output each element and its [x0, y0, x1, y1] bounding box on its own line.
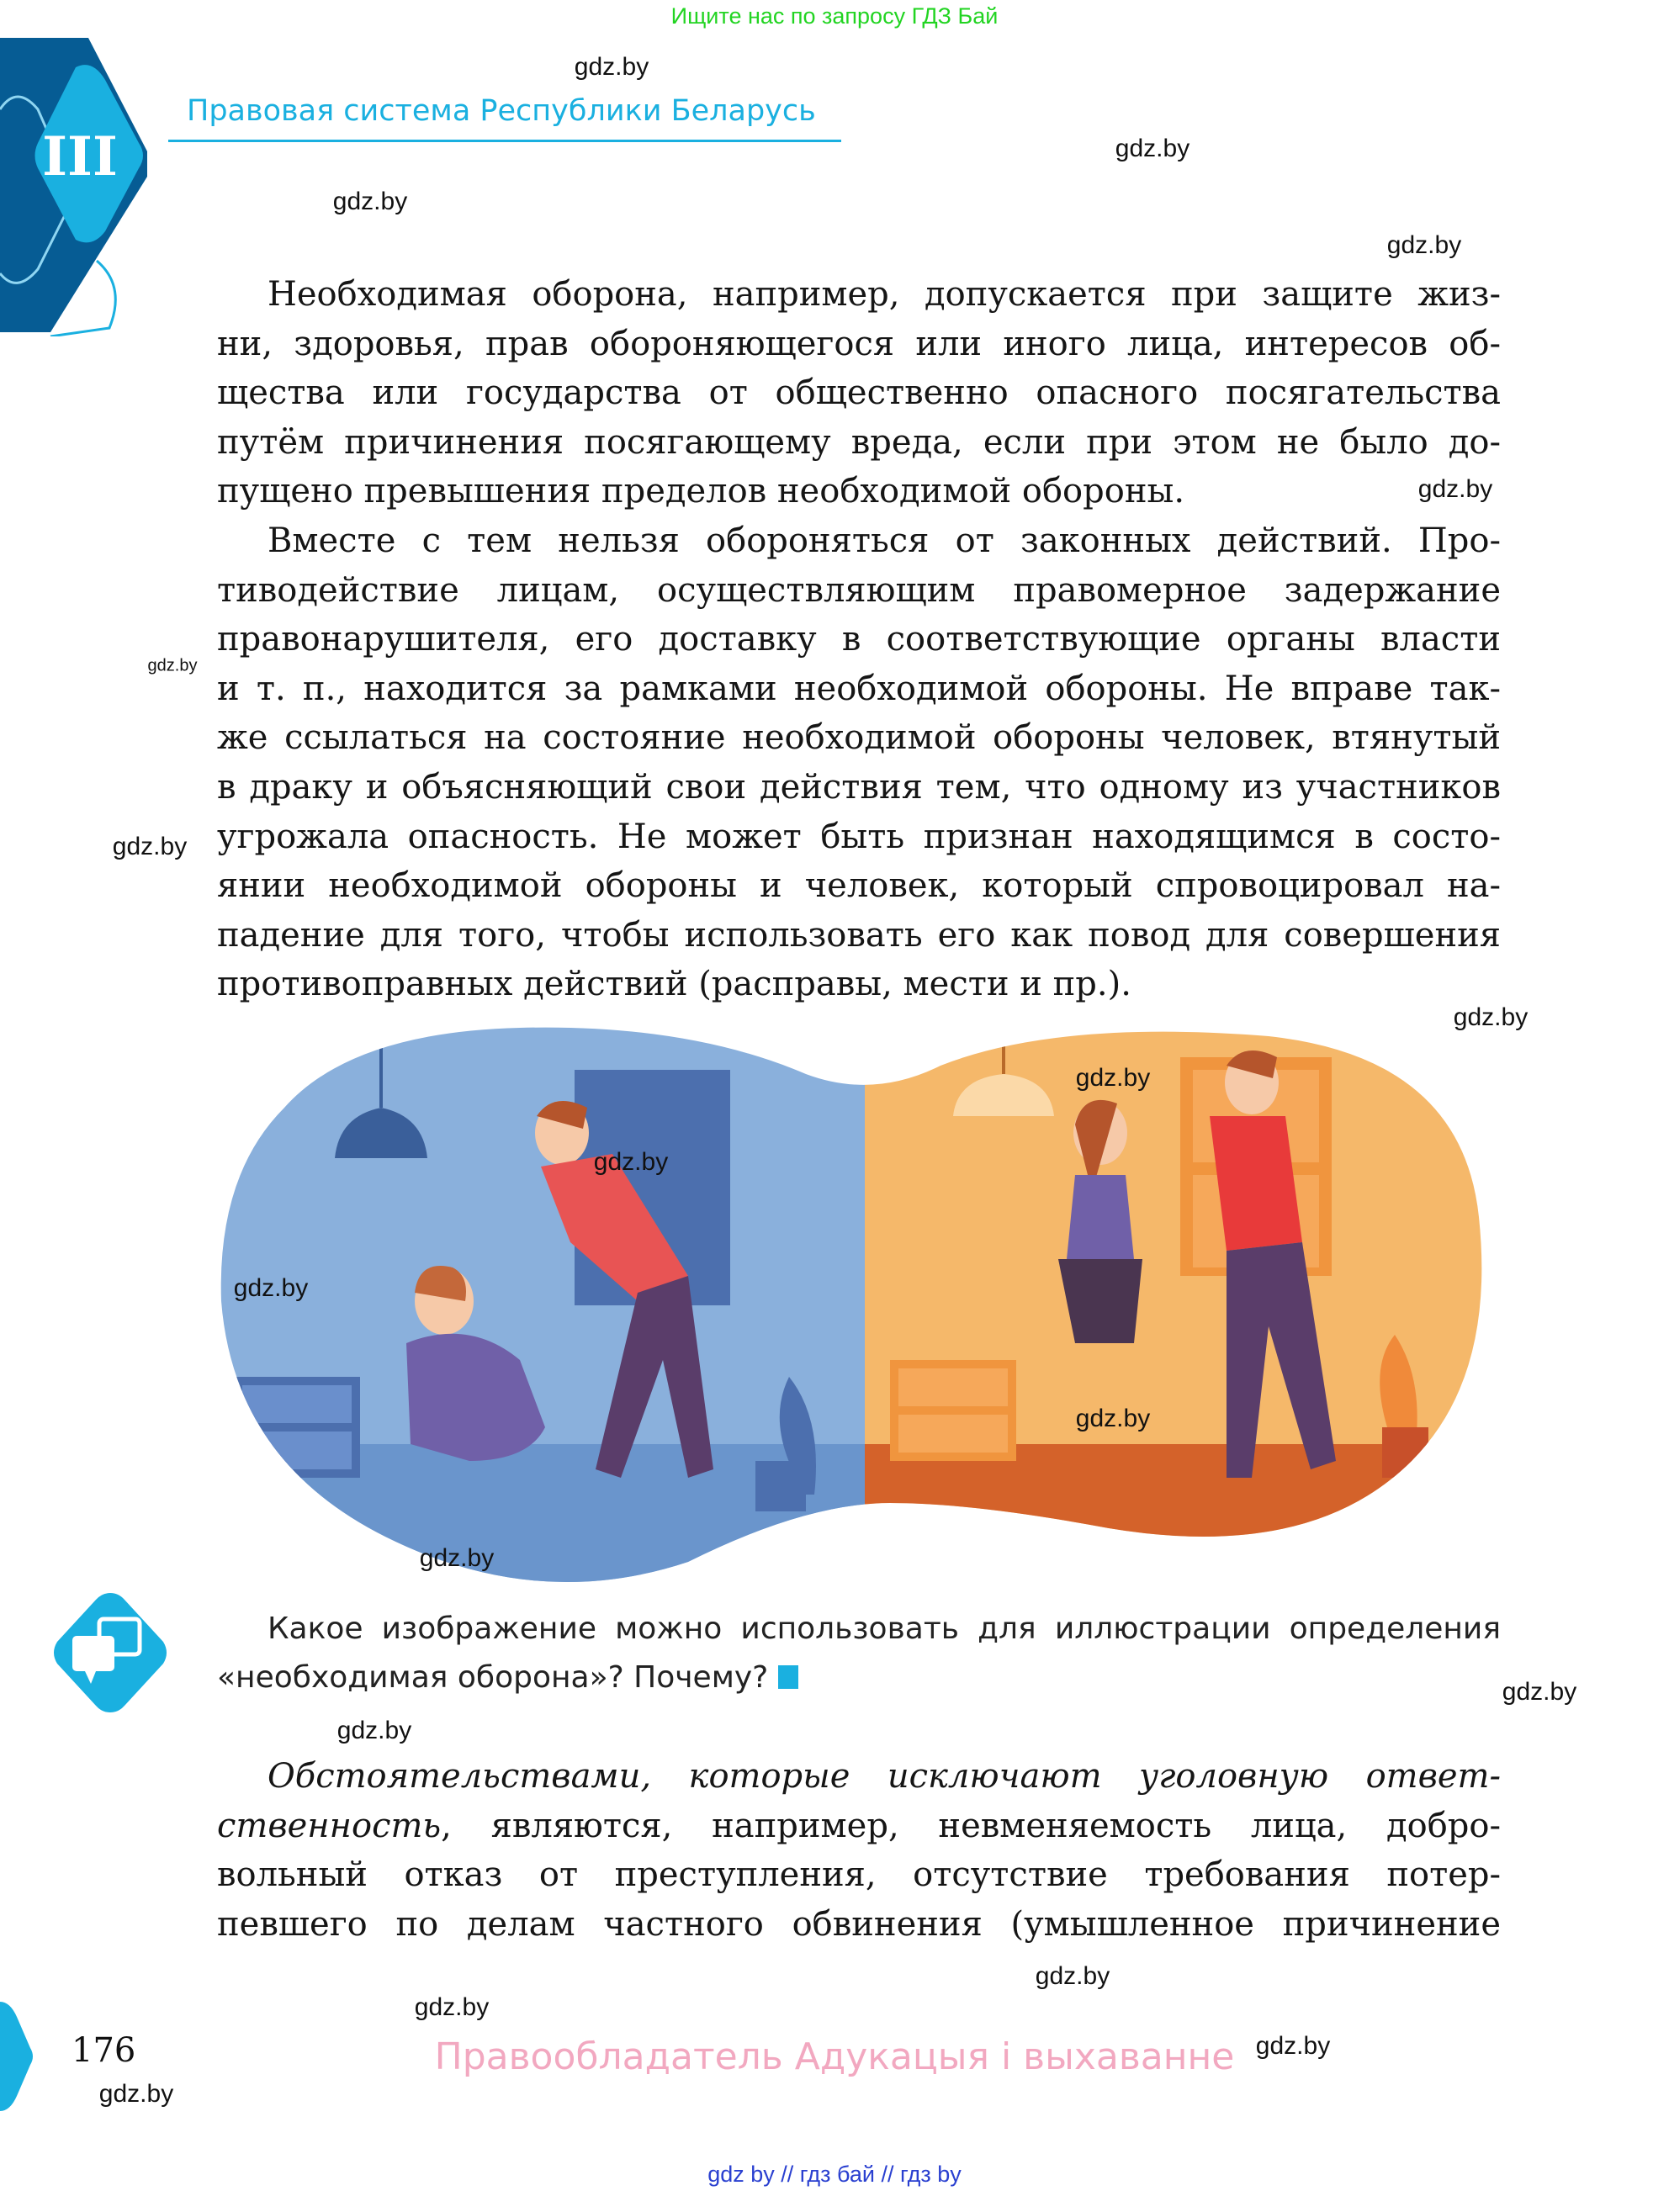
- text-line: Обстоятельствами, которые исключают уголовную ответ-: [268, 1757, 1501, 1796]
- watermark: gdz.by: [1075, 1064, 1151, 1092]
- discussion-icon: [47, 1590, 173, 1716]
- watermark: gdz.by: [593, 1148, 669, 1176]
- text-line: же ссылаться на состояние необходимой обороны человек, втянутый: [217, 718, 1501, 758]
- chapter-badge: [0, 34, 168, 336]
- text-line: противоправных действий (расправы, мести и пр.).: [217, 965, 1131, 1004]
- text-line: певшего по делам частного обвинения (умышленное причинение: [217, 1904, 1501, 1944]
- text-line: в драку и объясняющий свои действия тем, что одному из участников: [217, 767, 1501, 807]
- discussion-question: [217, 1605, 1501, 1702]
- text-line: Необходимая оборона, например, допускается при защите жиз-: [268, 275, 1501, 314]
- text-line: Вместе с тем нельзя обороняться от законных действий. Про-: [268, 521, 1501, 560]
- text-line: ни, здоровья, прав обороняющегося или иного лица, интересов об-: [217, 324, 1501, 363]
- illustration-defense-scenes: [217, 1024, 1501, 1595]
- watermark: gdz.by: [1386, 231, 1462, 259]
- question-line: Какое изображение можно использовать для иллюстрации определения: [268, 1611, 1501, 1646]
- watermark: gdz.by: [1115, 135, 1190, 162]
- watermark: gdz.by: [1417, 475, 1493, 503]
- question-line: «необходимая оборона»? Почему?: [217, 1660, 769, 1695]
- rights-holder: Правообладатель Адукацыя і выхаванне: [434, 2035, 1235, 2078]
- watermark: gdz.by: [98, 2080, 174, 2108]
- text-line: пущено превышения пределов необходимой обороны.: [217, 472, 1185, 511]
- watermark: gdz.by: [1075, 1405, 1151, 1432]
- watermark: gdz.by: [147, 656, 198, 675]
- term-italic: ственность: [217, 1806, 442, 1845]
- title-underline: [168, 140, 841, 142]
- text-line: янии необходимой обороны и человек, который спровоцировал на-: [217, 866, 1501, 906]
- watermark: gdz.by: [1502, 1678, 1577, 1706]
- watermark: gdz.by: [112, 833, 188, 860]
- text-line: , являются, например, невменяемость лица, добро-: [441, 1806, 1501, 1845]
- text-line: щества или государства от общественно опасного посягательства: [217, 373, 1501, 413]
- watermark: gdz.by: [574, 53, 649, 81]
- page-number: 176: [72, 2031, 136, 2070]
- text-line: и т. п., находится за рамками необходимой обороны. Не вправе так-: [217, 669, 1501, 708]
- watermark: gdz.by: [1255, 2032, 1331, 2060]
- watermark: gdz.by: [419, 1544, 495, 1572]
- text-line: падение для того, чтобы использовать его как повод для совершения: [217, 915, 1501, 955]
- watermark: gdz.by: [1035, 1962, 1110, 1990]
- end-marker-icon: [778, 1665, 798, 1689]
- paragraph-necessary-defense: [217, 270, 1501, 1009]
- watermark: gdz.by: [233, 1274, 309, 1302]
- watermark: gdz.by: [336, 1717, 412, 1744]
- watermark: gdz.by: [332, 188, 408, 215]
- text-line: вольный отказ от преступления, отсутствие требования потер-: [217, 1855, 1501, 1895]
- watermark: gdz.by: [414, 1993, 490, 2021]
- top-banner-link[interactable]: Ищите нас по запросу ГДЗ Бай: [670, 3, 999, 29]
- chapter-number: III: [42, 125, 118, 188]
- text-line: путём причинения посягающему вреда, если при этом не было до-: [217, 422, 1501, 462]
- paragraph-circumstances: [217, 1752, 1501, 1949]
- watermark: gdz.by: [1453, 1003, 1529, 1031]
- chapter-title: Правовая система Республики Беларусь: [187, 94, 816, 128]
- bottom-links[interactable]: gdz by // гдз бай // гдз by: [707, 2162, 962, 2187]
- text-line: тиводействие лицам, осуществляющим правомерное задержание: [217, 570, 1501, 610]
- text-line: правонарушителя, его доставку в соответствующие органы власти: [217, 620, 1501, 659]
- text-line: угрожала опасность. Не может быть признан находящимся в состо-: [217, 817, 1501, 856]
